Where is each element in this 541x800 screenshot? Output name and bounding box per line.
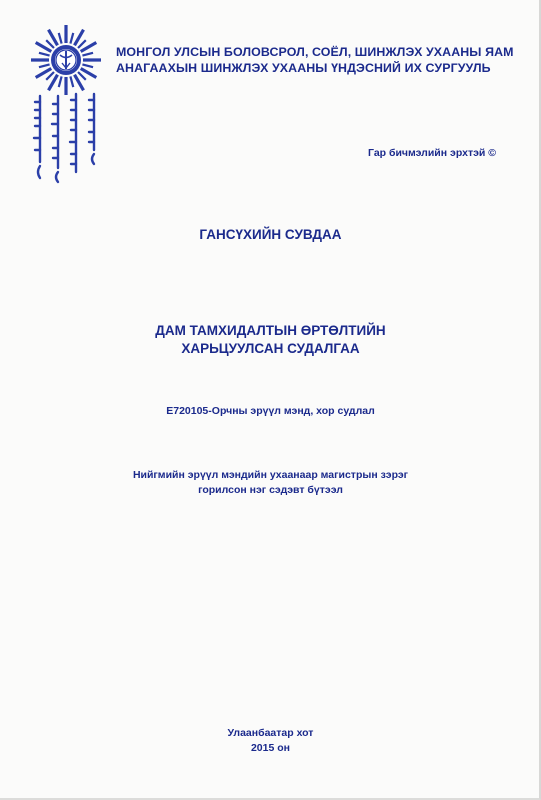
emblem-ray [70, 33, 73, 44]
university-name: АНАГААХЫН ШИНЖЛЭХ УХААНЫ ҮНДЭСНИЙ ИХ СУРГУУЛЬ [116, 61, 491, 75]
thesis-title-line-2: ХАРЬЦУУЛСАН СУДАЛГАА [181, 341, 360, 356]
emblem-ray [59, 33, 62, 44]
city: Улаанбаатар хот [227, 727, 314, 739]
emblem-ray [82, 64, 93, 67]
degree-line-1: Нийгмийн эрүүл мэндийн ухаанаар магистрын зэрэг [132, 469, 409, 481]
mongolian-script-emblem [26, 92, 108, 184]
emblem-ray [39, 64, 50, 67]
emblem-ray [78, 72, 86, 80]
emblem-ray [82, 53, 93, 56]
specialty-code: E720105-Орчны эрүүл мэнд, хор судлал [166, 405, 375, 417]
emblem-ray [70, 76, 73, 87]
emblem-ray [59, 76, 62, 87]
degree-line-2: горилсон нэг сэдэвт бүтээл [198, 484, 343, 496]
place-and-year [0, 726, 541, 756]
emblem-ray [39, 53, 50, 56]
author-name: ГАНСҮХИЙН СУВДАА [199, 227, 342, 242]
copyright-notice: Гар бичмэлийн эрхтэй © [368, 147, 496, 159]
emblem-ray [46, 40, 54, 48]
thesis-title [0, 322, 541, 358]
year: 2015 он [250, 742, 291, 754]
emblem-ray [46, 72, 54, 80]
ministry-name: МОНГОЛ УЛСЫН БОЛОВСРОЛ, СОЁЛ, ШИНЖЛЭХ УХААНЫ ЯАМ [116, 45, 514, 59]
university-emblem-icon [30, 24, 102, 96]
emblem-ray [78, 40, 86, 48]
thesis-title-line-1: ДАМ ТАМХИДАЛТЫН ӨРТӨЛТИЙН [155, 323, 386, 338]
institution-header [116, 44, 536, 76]
degree-statement [0, 468, 541, 498]
